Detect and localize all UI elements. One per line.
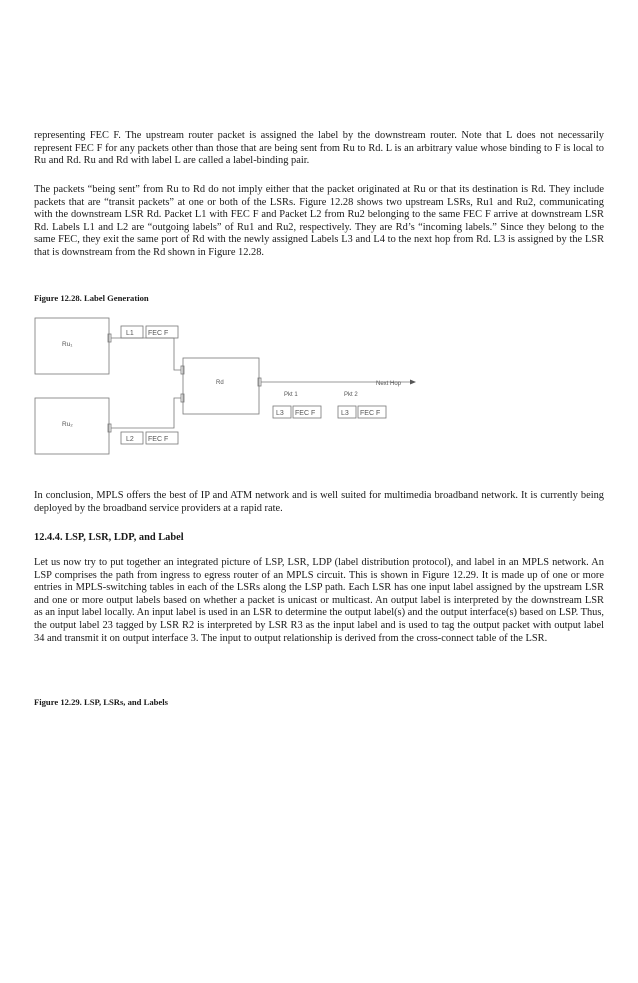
figure-caption-lsp: Figure 12.29. LSP, LSRs, and Labels	[34, 697, 168, 707]
out2-fec: FEC F	[360, 410, 381, 417]
link-ru1-rd	[111, 338, 181, 370]
next-hop-arrow-icon	[410, 380, 416, 385]
ru1-label: Ru₁	[62, 341, 73, 348]
pkt2-label: Pkt 2	[344, 392, 358, 398]
out1-fec: FEC F	[295, 410, 316, 417]
section-heading: 12.4.4. LSP, LSR, LDP, and Label	[34, 532, 184, 543]
paragraph-label-binding: representing FEC F. The upstream router packet is assigned the label by the downstream router. Note that L does not necessarily represent FEC F for any packets other than those that are being sent from Ru to Rd. L is an arbitrary value whose binding to F is local to Ru and Rd. Ru and Rd with label L are called a label-binding pair.	[34, 130, 604, 167]
paragraph-transit-packets: The packets “being sent” from Ru to Rd do not imply either that the packet originated at Ru or that its destination is Rd. They include packets that are “transit packets” at one or both of the LSRs. Figure 12.28 shows two upstream LSRs, Ru1 and Ru2, communicating with the downstream LSR Rd. Packet L1 with FEC F and Packet L2 from Ru2 belonging to the same FEC F arrive at downstream LSR Rd. Labels L1 and L2 are “outgoing labels” of Ru1 and Ru2, respectively. They are Rd’s “incoming labels.” Since they belong to the same FEC, they exit the same port of Rd with the newly assigned Labels L3 and L4 to the next hop from Rd. L3 is assigned by the LSR that is downstream from the Rd shown in Figure 12.28.	[34, 184, 604, 258]
link-ru2-rd	[111, 398, 181, 428]
packet-l2-label: L2	[126, 436, 134, 443]
rd-box	[183, 358, 259, 414]
packet-l1-label: L1	[126, 330, 134, 337]
out1-label: L3	[276, 410, 284, 417]
next-hop-label: Next Hop	[376, 381, 402, 387]
paragraph-conclusion: In conclusion, MPLS offers the best of IP and ATM network and is well suited for multimedia broadband network. It is currently being deployed by the broadband service providers at a rapid rate.	[34, 490, 604, 514]
label-generation-figure	[34, 314, 434, 474]
rd-label: Rd	[216, 380, 224, 386]
pkt1-label: Pkt 1	[284, 392, 298, 398]
out2-label: L3	[341, 410, 349, 417]
ru2-label: Ru₂	[62, 421, 73, 428]
packet-l2-fec: FEC F	[148, 436, 169, 443]
packet-l1-fec: FEC F	[148, 330, 169, 337]
paragraph-lsp-overview: Let us now try to put together an integrated picture of LSP, LSR, LDP (label distribution protocol), and label in an MPLS network. An LSP comprises the path from ingress to egress router of an MPLS circuit. This is shown in Figure 12.29. It is made up of one or more entries in MPLS-switching tables in each of the LSRs along the LSP path. Each LSR has one input label assigned by the upstream LSR and one or more output labels based on whether a packet is unicast or multicast. An output label is interpreted by the downstream LSR as an input label locally. An input label is used in an LSR to determine the output label(s) and the output interface(s) based on LSP. Thus, the output label 23 tagged by LSR R2 is interpreted by LSR R3 as the input label and is used to tag the output packet with output label 34 and transmit it on output interface 3. The input to output relationship is derived from the cross-connect table of the LSR.	[34, 557, 604, 644]
figure-caption: Figure 12.28. Label Generation	[34, 293, 149, 303]
